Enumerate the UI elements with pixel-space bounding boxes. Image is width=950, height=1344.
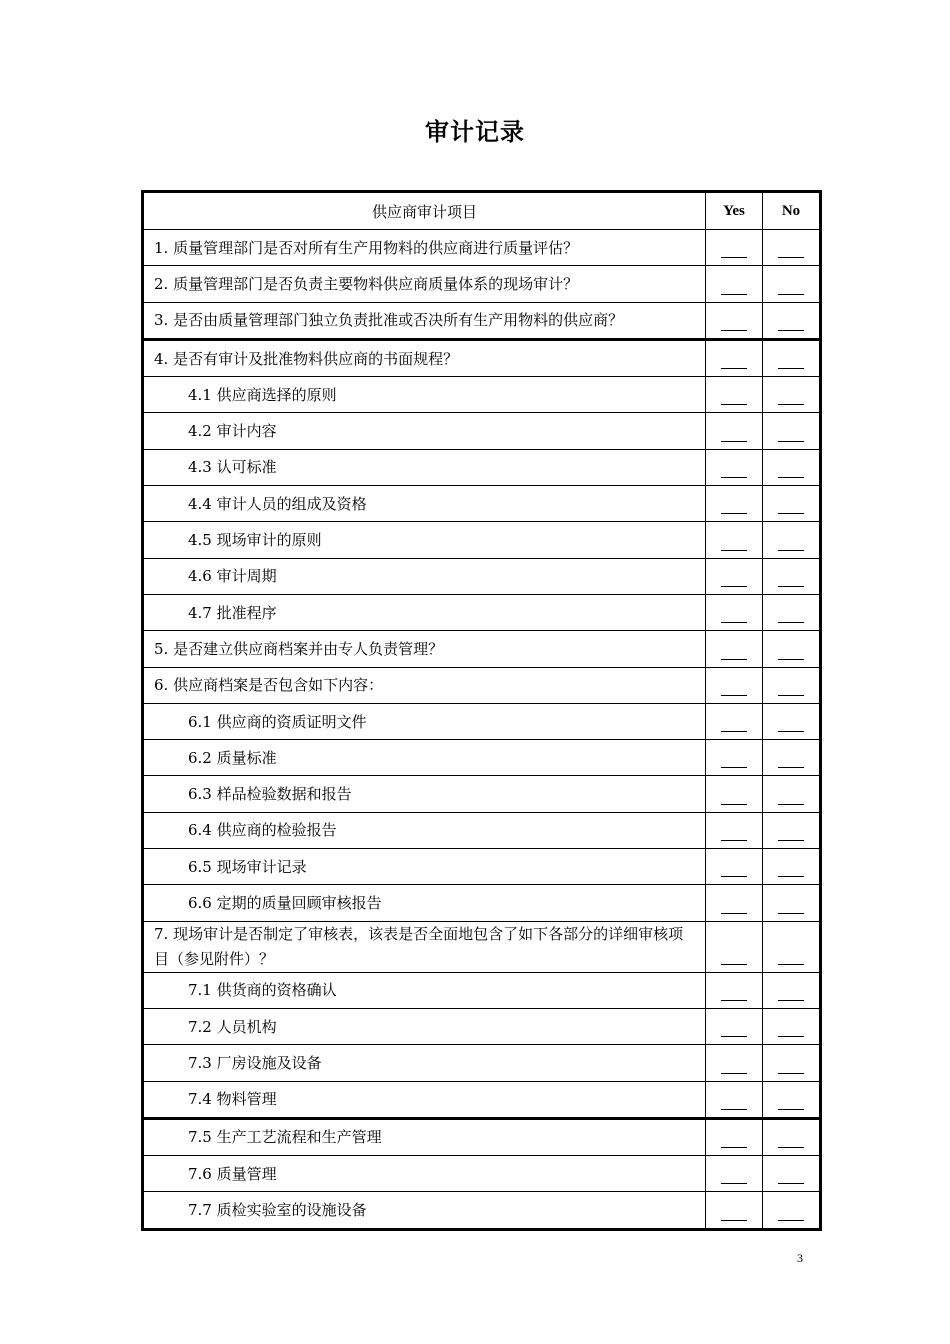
item-text: 4.3 认可标准 (143, 449, 706, 485)
page-number: 3 (797, 1251, 803, 1265)
item-text: 4.4 审计人员的组成及资格 (143, 486, 706, 522)
yes-blank[interactable] (706, 740, 763, 776)
no-blank[interactable] (763, 594, 821, 630)
item-text: 7.6 质量管理 (143, 1156, 706, 1192)
table-row (143, 740, 821, 776)
yes-blank[interactable] (706, 486, 763, 522)
item-text: 5. 是否建立供应商档案并由专人负责管理？ (143, 631, 706, 667)
no-blank[interactable] (763, 812, 821, 848)
item-text: 4.7 批准程序 (143, 594, 706, 630)
table-row (143, 1118, 821, 1155)
no-blank[interactable] (763, 413, 821, 449)
header-item: 供应商审计项目 (143, 192, 706, 230)
no-blank[interactable] (763, 377, 821, 413)
table-row (143, 486, 821, 522)
yes-blank[interactable] (706, 522, 763, 558)
item-text: 7.1 供货商的资格确认 (143, 972, 706, 1008)
table-row (143, 594, 821, 630)
table-row (143, 1156, 821, 1192)
header-yes: Yes (706, 192, 763, 230)
item-text: 6.1 供应商的资质证明文件 (143, 703, 706, 739)
table-row (143, 1192, 821, 1229)
yes-blank[interactable] (706, 339, 763, 376)
supplier-audit-table (141, 190, 822, 1231)
yes-blank[interactable] (706, 1081, 763, 1118)
table-header-row (143, 192, 821, 230)
no-blank[interactable] (763, 740, 821, 776)
item-text: 4.1 供应商选择的原则 (143, 377, 706, 413)
yes-blank[interactable] (706, 230, 763, 266)
no-blank[interactable] (763, 1192, 821, 1229)
table-row (143, 1081, 821, 1118)
yes-blank[interactable] (706, 776, 763, 812)
item-text: 7.2 人员机构 (143, 1008, 706, 1044)
yes-blank[interactable] (706, 377, 763, 413)
item-text: 6.4 供应商的检验报告 (143, 812, 706, 848)
no-blank[interactable] (763, 486, 821, 522)
yes-blank[interactable] (706, 594, 763, 630)
yes-blank[interactable] (706, 921, 763, 972)
table-row (143, 522, 821, 558)
item-text: 7.5 生产工艺流程和生产管理 (143, 1118, 706, 1155)
item-text: 3. 是否由质量管理部门独立负责批准或否决所有生产用物料的供应商？ (143, 302, 706, 339)
no-blank[interactable] (763, 1008, 821, 1044)
table-row (143, 849, 821, 885)
yes-blank[interactable] (706, 885, 763, 921)
item-text: 6.3 样品检验数据和报告 (143, 776, 706, 812)
yes-blank[interactable] (706, 1008, 763, 1044)
table-row (143, 558, 821, 594)
item-text: 2. 质量管理部门是否负责主要物料供应商质量体系的现场审计？ (143, 266, 706, 302)
no-blank[interactable] (763, 449, 821, 485)
item-text: 4.6 审计周期 (143, 558, 706, 594)
yes-blank[interactable] (706, 812, 763, 848)
table-row (143, 972, 821, 1008)
yes-blank[interactable] (706, 302, 763, 339)
yes-blank[interactable] (706, 1118, 763, 1155)
table-row (143, 230, 821, 266)
table-row (143, 266, 821, 302)
table-row (143, 812, 821, 848)
item-text: 1. 质量管理部门是否对所有生产用物料的供应商进行质量评估？ (143, 230, 706, 266)
no-blank[interactable] (763, 1081, 821, 1118)
yes-blank[interactable] (706, 1045, 763, 1081)
table-row (143, 921, 821, 972)
table-row (143, 667, 821, 703)
table-row (143, 1008, 821, 1044)
table-row (143, 885, 821, 921)
no-blank[interactable] (763, 1118, 821, 1155)
table-row (143, 413, 821, 449)
no-blank[interactable] (763, 558, 821, 594)
no-blank[interactable] (763, 703, 821, 739)
item-text: 6.2 质量标准 (143, 740, 706, 776)
item-text: 4.2 审计内容 (143, 413, 706, 449)
yes-blank[interactable] (706, 849, 763, 885)
no-blank[interactable] (763, 667, 821, 703)
yes-blank[interactable] (706, 1192, 763, 1229)
yes-blank[interactable] (706, 1156, 763, 1192)
item-text: 4. 是否有审计及批准物料供应商的书面规程？ (143, 339, 706, 376)
table-row (143, 776, 821, 812)
yes-blank[interactable] (706, 631, 763, 667)
item-text: 7.3 厂房设施及设备 (143, 1045, 706, 1081)
table-row (143, 339, 821, 376)
table-row (143, 631, 821, 667)
no-blank[interactable] (763, 849, 821, 885)
item-text: 7. 现场审计是否制定了审核表，该表是否全面地包含了如下各部分的详细审核项目（参见附件）？ (143, 921, 706, 972)
table-row (143, 377, 821, 413)
item-text: 4.5 现场审计的原则 (143, 522, 706, 558)
table-row (143, 302, 821, 339)
no-blank[interactable] (763, 339, 821, 376)
document-title: 审计记录 (425, 118, 525, 146)
yes-blank[interactable] (706, 413, 763, 449)
no-blank[interactable] (763, 921, 821, 972)
no-blank[interactable] (763, 776, 821, 812)
no-blank[interactable] (763, 266, 821, 302)
no-blank[interactable] (763, 302, 821, 339)
item-text: 7.4 物料管理 (143, 1081, 706, 1118)
no-blank[interactable] (763, 1045, 821, 1081)
header-no: No (763, 192, 821, 230)
yes-blank[interactable] (706, 972, 763, 1008)
no-blank[interactable] (763, 230, 821, 266)
table-row (143, 703, 821, 739)
item-text: 6. 供应商档案是否包含如下内容： (143, 667, 706, 703)
no-blank[interactable] (763, 1156, 821, 1192)
yes-blank[interactable] (706, 558, 763, 594)
table-row (143, 449, 821, 485)
yes-blank[interactable] (706, 703, 763, 739)
table-row (143, 1045, 821, 1081)
yes-blank[interactable] (706, 449, 763, 485)
no-blank[interactable] (763, 522, 821, 558)
no-blank[interactable] (763, 972, 821, 1008)
item-text: 7.7 质检实验室的设施设备 (143, 1192, 706, 1229)
item-text: 6.6 定期的质量回顾审核报告 (143, 885, 706, 921)
no-blank[interactable] (763, 631, 821, 667)
yes-blank[interactable] (706, 266, 763, 302)
item-text: 6.5 现场审计记录 (143, 849, 706, 885)
no-blank[interactable] (763, 885, 821, 921)
yes-blank[interactable] (706, 667, 763, 703)
